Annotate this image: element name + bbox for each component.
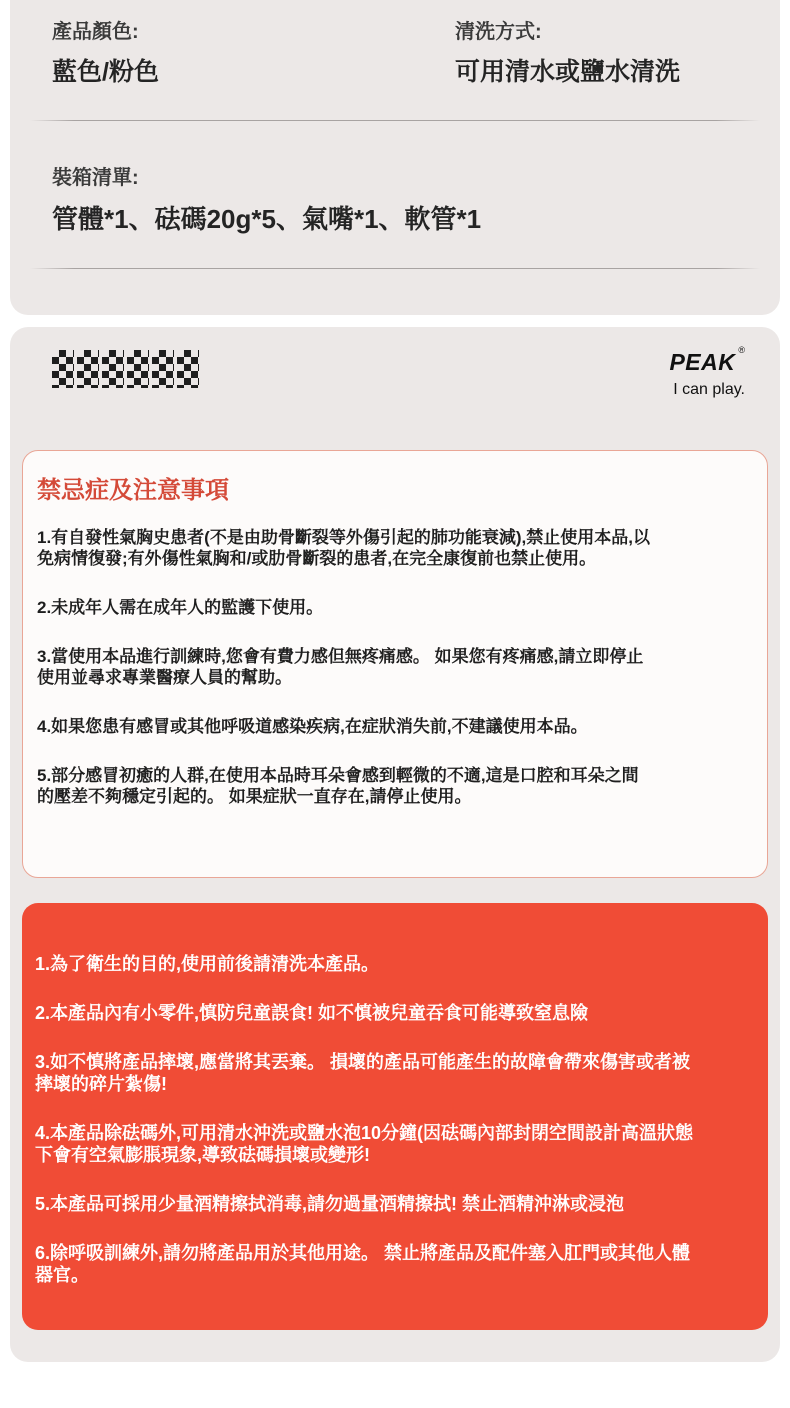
color-value: 藍色/粉色 bbox=[52, 58, 159, 86]
contraindication-item bbox=[37, 527, 752, 569]
precaution-line: 3.如不慎將產品摔壞,應當將其丟棄。 損壞的產品可能產生的故障會帶來傷害或者被 bbox=[35, 1052, 691, 1072]
contraindication-line: 使用並尋求專業醫療人員的幫助。 bbox=[37, 668, 292, 687]
precautions-panel bbox=[22, 903, 768, 1330]
precaution-item bbox=[35, 1193, 757, 1215]
product-spec-card bbox=[10, 0, 780, 315]
contraindication-line: 1.有自發性氣胸史患者(不是由助骨斷裂等外傷引起的肺功能衰減),禁止使用本品,以 bbox=[37, 528, 650, 547]
contraindications-list bbox=[37, 527, 752, 807]
divider bbox=[30, 120, 760, 121]
precaution-line: 6.除呼吸訓練外,請勿將產品用於其他用途。 禁止將產品及配件塞入肛門或其他人體 bbox=[35, 1243, 691, 1263]
safety-info-card bbox=[10, 327, 780, 1362]
precaution-line: 下會有空氣膨脹現象,導致砝碼損壞或變形! bbox=[35, 1145, 370, 1165]
contraindication-line: 3.當使用本品進行訓練時,您會有費力感但無疼痛感。 如果您有疼痛感,請立即停止 bbox=[37, 647, 644, 666]
divider bbox=[30, 268, 760, 269]
package-contents-value: 管體*1、砝碼20g*5、氣嘴*1、軟管*1 bbox=[52, 204, 482, 234]
contraindication-item bbox=[37, 597, 752, 618]
precaution-item bbox=[35, 1122, 757, 1166]
precaution-item bbox=[35, 953, 757, 975]
contraindication-line: 5.部分感冒初癒的人群,在使用本品時耳朵會感到輕微的不適,這是口腔和耳朵之間 bbox=[37, 766, 639, 785]
contraindication-item bbox=[37, 765, 752, 807]
contraindications-title: 禁忌症及注意事項 bbox=[37, 477, 229, 504]
precaution-item bbox=[35, 1002, 757, 1024]
contraindication-item bbox=[37, 716, 752, 737]
precaution-item bbox=[35, 1051, 757, 1095]
brand-slogan: I can play. bbox=[673, 381, 745, 398]
brand-name: PEAK bbox=[669, 349, 736, 375]
contraindication-line: 免病情復發;有外傷性氣胸和/或肋骨斷裂的患者,在完全康復前也禁止使用。 bbox=[37, 549, 597, 568]
precaution-line: 2.本產品內有小零件,慎防兒童誤食! 如不慎被兒童吞食可能導致窒息險 bbox=[35, 1003, 589, 1023]
cleaning-value: 可用清水或鹽水清洗 bbox=[455, 58, 681, 86]
cleaning-label: 清洗方式: bbox=[455, 21, 542, 43]
package-contents-label: 裝箱清單: bbox=[52, 167, 139, 189]
precaution-line: 1.為了衛生的目的,使用前後請清洗本產品。 bbox=[35, 954, 380, 974]
precaution-item bbox=[35, 1242, 757, 1286]
precaution-line: 5.本產品可採用少量酒精擦拭消毒,請勿過量酒精擦拭! 禁止酒精沖淋或浸泡 bbox=[35, 1194, 625, 1214]
mosaic-logo-icon bbox=[52, 350, 202, 388]
contraindication-line: 的壓差不夠穩定引起的。 如果症狀一直存在,請停止使用。 bbox=[37, 787, 472, 806]
registered-mark: ® bbox=[738, 345, 745, 355]
precautions-list bbox=[35, 953, 757, 1286]
color-label: 產品顏色: bbox=[52, 21, 139, 43]
contraindication-line: 4.如果您患有感冒或其他呼吸道感染疾病,在症狀消失前,不建議使用本品。 bbox=[37, 717, 588, 736]
precaution-line: 4.本產品除砝碼外,可用清水沖洗或鹽水泡10分鐘(因砝碼內部封閉空間設計高溫狀態 bbox=[35, 1123, 694, 1143]
contraindication-line: 2.未成年人需在成年人的監護下使用。 bbox=[37, 598, 324, 617]
precaution-line: 摔壞的碎片紮傷! bbox=[35, 1074, 167, 1094]
brand-name-row bbox=[669, 345, 745, 379]
contraindications-panel bbox=[22, 450, 768, 878]
peak-brand-logo bbox=[669, 345, 745, 400]
contraindication-item bbox=[37, 646, 752, 688]
precaution-line: 器官。 bbox=[35, 1265, 89, 1285]
